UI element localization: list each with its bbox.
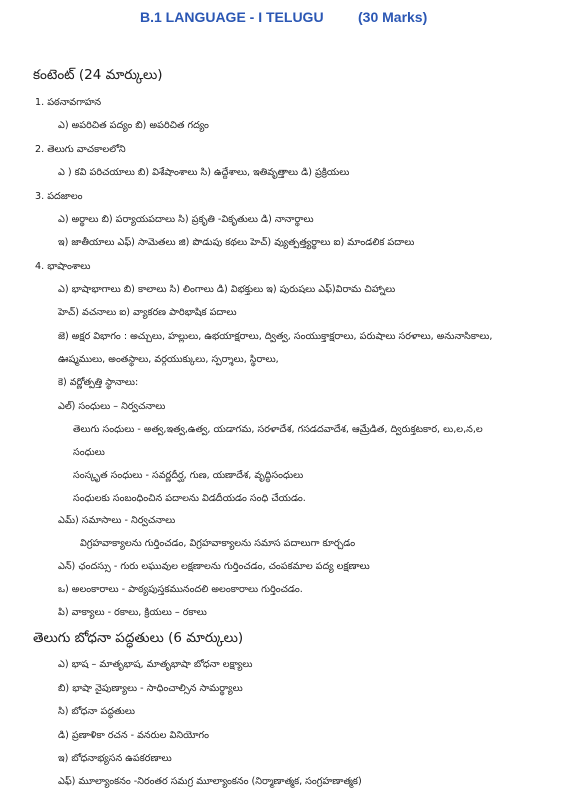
topic-4-line-13: ఎన్) ఛందస్సు - గురు లఘువుల లక్షణాలను గుర్తించడం, చంపకమాల పద్య లక్షణాలు — [58, 561, 370, 572]
pedagogy-item-4: డి) ప్రణాళికా రచన - వనరుల వినియోగం — [58, 730, 209, 741]
topic-4-line-14: ఒ) అలంకారాలు - పాఠ్యపుస్తకమునందలి అలంకారాలు గుర్తించడం. — [58, 584, 303, 595]
topic-4-line-10: సంధులకు సంబంధించిన పదాలను విడదీయడం సంధి చేయడం. — [73, 493, 306, 504]
pedagogy-item-1: ఎ) భాష – మాతృభాష, మాతృభాషా బోధనా లక్ష్యాలు — [58, 659, 253, 670]
topic-4-line-11: ఎమ్) సమాసాలు - నిర్వచనాలు — [58, 515, 176, 526]
topic-3-line-2: ఇ) జాతీయాలు ఎఫ్) సామెతలు జి) పొడుపు కథలు హెచ్) వ్యుత్పత్త్యర్థాలు ఐ) మాండలిక పదాలు — [58, 237, 415, 248]
topic-4-line-12: విగ్రహవాక్యాలను గుర్తించడం, విగ్రహవాక్యాలను సమాస పదాలుగా కూర్చడం — [80, 538, 356, 549]
topic-4-line-5: కె) వర్ణోత్పత్తి స్థానాలు: — [58, 377, 139, 388]
topic-4-line-7: తెలుగు సంధులు - అత్వ,ఇత్వ,ఉత్వ, యడాగమ, సరళాదేశ, గసడదవాదేశ, ఆమ్రేడిత, ద్విరుక్తటకార, లు,ల,న,ల — [73, 424, 483, 435]
topic-4-line-8: సంధులు — [73, 447, 105, 458]
pedagogy-item-6: ఎఫ్) మూల్యాంకనం -నిరంతర సమగ్ర మూల్యాంకనం (నిర్మాణాత్మక, సంగ్రహణాత్మక) — [58, 776, 362, 787]
topic-1-title: 1. పఠనావగాహన — [35, 97, 102, 108]
topic-1-line-1: ఎ) అపరిచిత పద్యం బి) అపరిచిత గద్యం — [58, 120, 209, 131]
header-title: B.1 LANGUAGE - I — [140, 9, 263, 25]
pedagogy-item-5: ఇ) బోధనాభ్యసన ఉపకరణాలు — [58, 753, 172, 764]
pedagogy-item-2: బి) భాషా నైపుణ్యాలు - సాధించాల్సిన సామర్థ్యాలు — [58, 683, 243, 694]
topic-3-title: 3. పదజాలం — [35, 191, 83, 202]
topic-4-title: 4. భాషాంశాలు — [35, 261, 91, 272]
pedagogy-heading: తెలుగు బోధనా పద్ధతులు (6 మార్కులు) — [33, 630, 244, 646]
topic-4-line-2: హెచ్) వచనాలు ఐ) వ్యాకరణ పారిభాషిక పదాలు — [58, 307, 237, 318]
header-marks: (30 Marks) — [358, 9, 428, 25]
content-heading: కంటెంట్ (24 మార్కులు) — [33, 67, 163, 83]
pedagogy-item-3: సి) బోధనా పద్ధతులు — [58, 706, 135, 717]
topic-4-line-6: ఎల్) సంధులు – నిర్వచనాలు — [58, 401, 166, 412]
topic-4-line-1: ఎ) భాషాభాగాలు బి) కాలాలు సి) లింగాలు డి) విభక్తులు ఇ) పురుషలు ఎఫ్)విరామ చిహ్నాలు — [58, 284, 396, 295]
topic-4-line-9: సంస్కృత సంధులు - సవర్ణదీర్ఘ, గుణ, యణాదేశ, వృద్ధిసంధులు — [73, 470, 304, 481]
header-subject: TELUGU — [266, 9, 324, 25]
page-header — [0, 9, 575, 31]
topic-4-line-15: పి) వాక్యాలు - రకాలు, క్రియలు – రకాలు — [58, 607, 207, 618]
topic-4-line-3: జె) అక్షర విభాగం : అచ్చులు, హల్లులు, ఉభయాక్షరాలు, ద్విత్వ, సంయుక్తాక్షరాలు, పరుషాలు సరళాలు, అనునాసికాలు, — [58, 331, 493, 342]
topic-4-line-4: ఊష్మములు, అంతస్థాలు, వర్గయుక్కులు, స్పర్శాలు, స్థిరాలు, — [58, 354, 279, 365]
topic-2-title: 2. తెలుగు వాచకాలలోని — [35, 144, 126, 155]
topic-3-line-1: ఎ) అర్థాలు బి) పర్యాయపదాలు సి) ప్రకృతి -వికృతులు డి) నానార్థాలు — [58, 214, 314, 225]
topic-2-line-1: ఎ ) కవి పరిచయాలు బి) విశేషాంశాలు సి) ఉద్దేశాలు, ఇతివృత్తాలు డి) ప్రక్రియలు — [58, 167, 350, 178]
